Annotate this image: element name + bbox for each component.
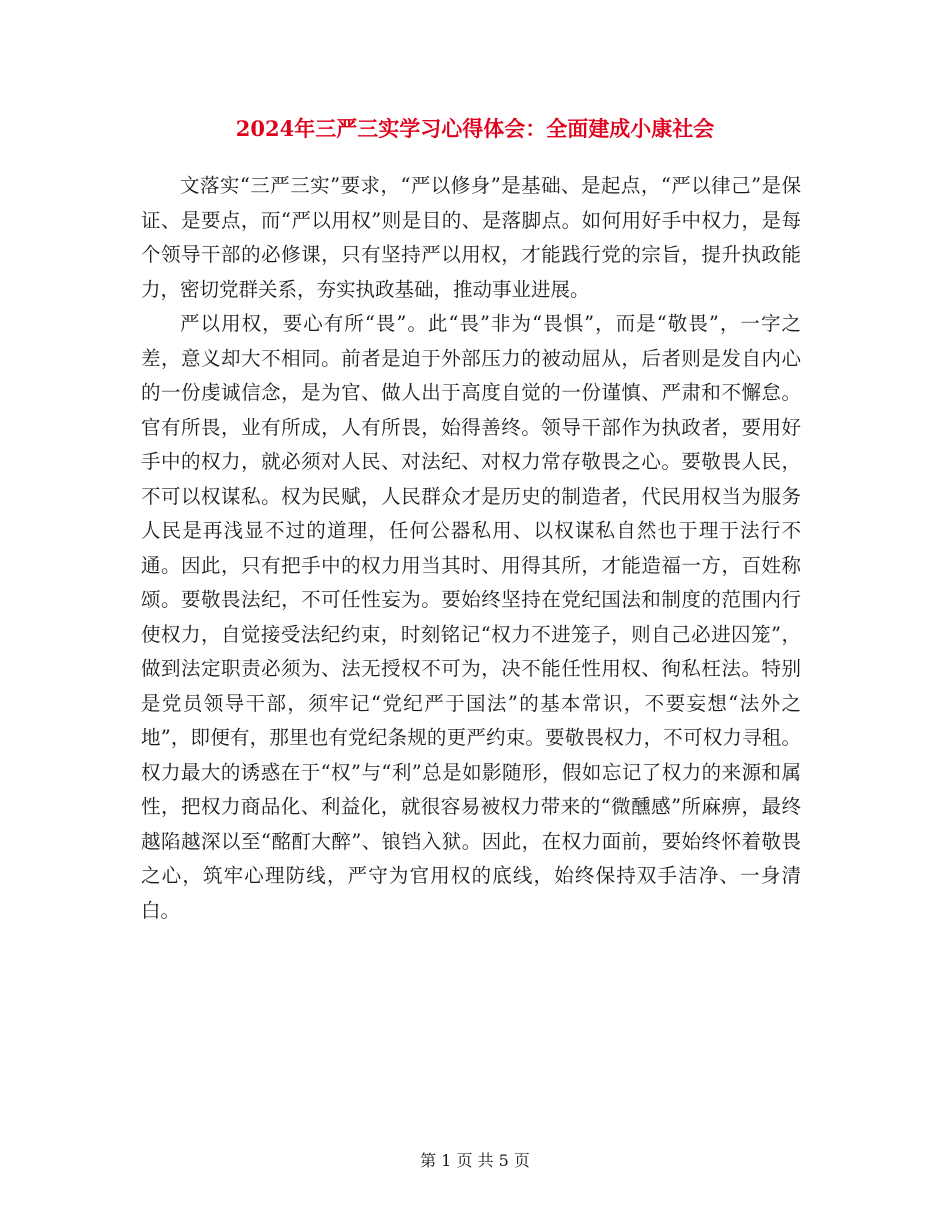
document-title: 2024年三严三实学习心得体会：全面建成小康社会 — [235, 116, 715, 141]
document-body — [141, 169, 801, 928]
paragraph-1: 文落实“三严三实”要求，“严以修身”是基础、是起点，“严以律己”是保证、是要点，而“严以用权”则是目的、是落脚点。如何用好手中权力，是每个领导干部的必修课，只有坚持严以用权，才能践行党的宗旨，提升执政能力，密切党群关系，夯实执政基础，推动事业进展。 — [141, 174, 801, 301]
paragraph-2: 严以用权，要心有所“畏”。此“畏”非为“畏惧”，而是“敬畏”，一字之差，意义却大不相同。前者是迫于外部压力的被动屈从，后者则是发自内心的一份虔诚信念，是为官、做人出于高度自觉的一份谨慎、严肃和不懈怠。官有所畏，业有所成，人有所畏，始得善终。领导干部作为执政者，要用好手中的权力，就必须对人民、对法纪、对权力常存敬畏之心。要敬畏人民，不可以权谋私。权为民赋，人民群众才是历史的制造者，代民用权当为服务人民是再浅显不过的道理，任何公器私用、以权谋私自然也于理于法行不通。因此，只有把手中的权力用当其时、用得其所，才能造福一方，百姓称颂。要敬畏法纪，不可任性妄为。要始终坚持在党纪国法和制度的范围内行使权力，自觉接受法纪约束，时刻铭记“权力不进笼子，则自己必进囚笼”，做到法定职责必须为、法无授权不可为，决不能任性用权、徇私枉法。特别是党员领导干部，须牢记“党纪严于国法”的基本常识，不要妄想“法外之地”，即便有，那里也有党纪条规的更严约束。要敬畏权力，不可权力寻租。权力最大的诱惑在于“权”与“利”总是如影随形，假如忘记了权力的来源和属性，把权力商品化、利益化，就很容易被权力带来的“微醺感”所麻痹，最终越陷越深以至“酩酊大醉”、锒铛入狱。因此，在权力面前，要始终怀着敬畏之心，筑牢心理防线，严守为官用权的底线，始终保持双手洁净、一身清白。 — [141, 312, 801, 922]
page-number-footer: 第 1 页 共 5 页 — [420, 1151, 530, 1170]
